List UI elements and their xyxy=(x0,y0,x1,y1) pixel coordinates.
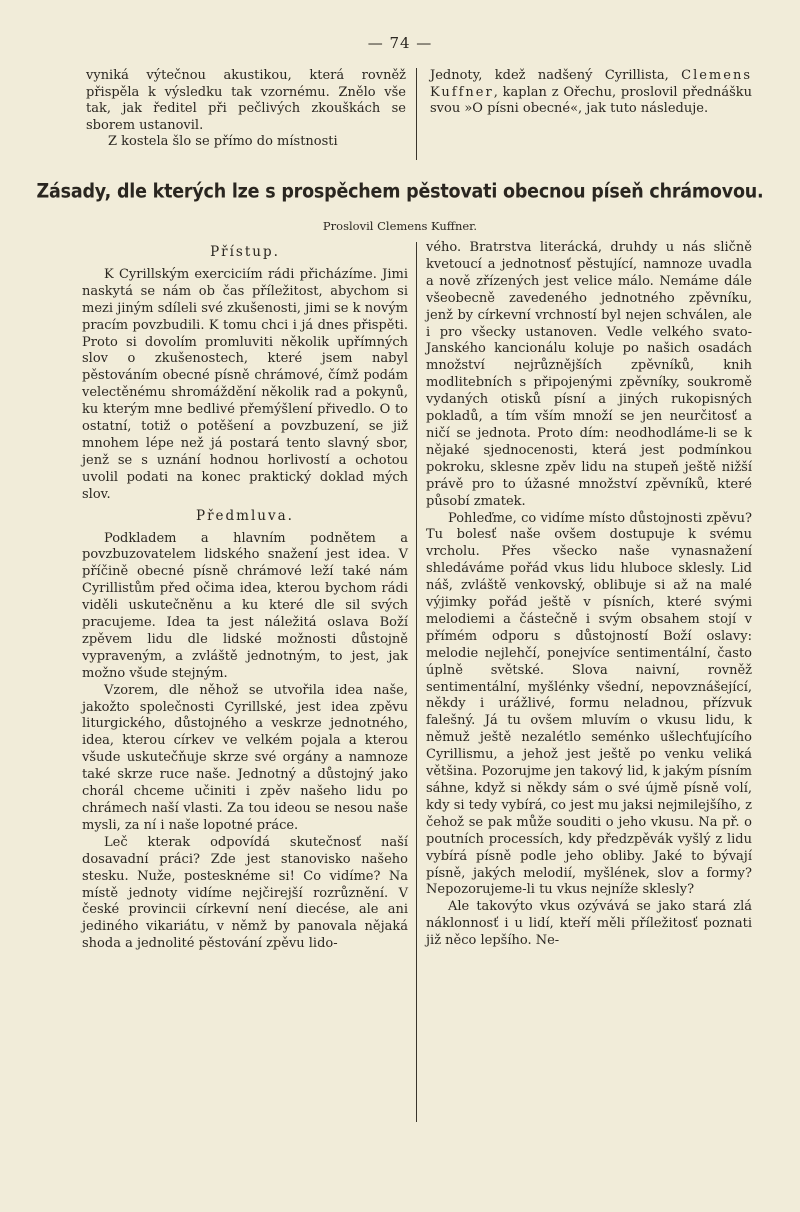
top-left-column xyxy=(86,68,406,151)
column-divider xyxy=(416,242,417,1122)
paragraph: Ale takovýto vkus ozývává se jako stará zlá náklonnosť i u lidí, kteří měli příležitosť poznati již něco lepšího. Ne- xyxy=(426,899,752,949)
text-run: , kaplan z Ořechu, proslovil přednášku svou »O písni obecné«, jak tuto následuje. xyxy=(430,84,752,116)
speaker-name: Clemens Kuffner xyxy=(430,68,752,100)
article-title: Zásady, dle kterých lze s prospěchem pěstovati obecnou píseň chrámovou. xyxy=(36,180,764,204)
top-right-column xyxy=(430,68,752,118)
paragraph: vyniká výtečnou akustikou, která rovněž přispěla k výsledku tak vzornému. Znělo vše tak, jak ředitel při pečlivých zkouškách se sborem ustanovil. xyxy=(86,68,406,133)
page-number: — 74 — xyxy=(367,34,433,52)
section-heading: Přístup. xyxy=(210,244,280,260)
article-right-column xyxy=(426,240,752,950)
paragraph: K Cyrillským exerciciím rádi přicházíme. Jimi naskytá se nám ob čas příležitost, abychom si mezi jiným sdíleli své zkušenosti, jimi se k novým pracím povzbudili. K tomu chci i já dnes přispěti. Proto si dovolím promluviti několik upřímných slov o zkušenostech, které jsem nabyl pěstováním obecné písně chrámové, čímž podám velectěnému shromáždění několik rad a pokynů, ku kterým mne bedlivé přemýšlení přivedlo. O to ostatní, totiž o potěšení a povzbuzení, se již mnohem lépe než já postará tento slavný sbor, jenž se s uznání hodnou horlivostí a ochotou uvolil podati na konec praktický doklad mých slov. xyxy=(82,266,408,502)
paragraph: Podkladem a hlavním podnětem a povzbuzovatelem lidského snažení jest idea. V příčině obecné písně chrámové leží také nám Cyrillistům před očima idea, kterou bychom rádi viděli uskutečněnu a ku které dle sil svých pracujeme. Idea ta jest náležitá oslava Boží zpěvem lidu dle lidské možnosti důstojně vypraveným, a zvláště jednotným, to jest, jak možno všude stejným. xyxy=(82,530,408,681)
section-heading: Předmluva. xyxy=(196,507,294,524)
text-run: Jednoty, kdež nadšený Cyrillista, xyxy=(430,68,682,83)
paragraph xyxy=(430,68,752,118)
paragraph: Pohleďme, co vidíme místo důstojnosti zpěvu? Tu bolesť naše ovšem dostupuje k svému vrcholu. Přes všecko naše vynasnažení shledáváme pořád vkus lidu hluboce sklesly. Lid náš, zvláště venkovský, oblibuje si až na malé výjimky pořád ještě v písních, které svými melodiemi a částečně i svým obsahem stojí v přímém odporu s důstojností Boží oslavy: melodie nejlehčí, ponejvíce sentimentální, často úplně světské. Slova naivní, rovněž sentimentální, myšlénky všední, nepovznášející, někdy i urážlivé, formu neladnou, přízvuk falešný. Já tu ovšem mluvím o vkusu lidu, k němuž ještě nezalétlo seménko ušlechťujícího Cyrillismu, a jehož jest ještě po venku veliká většina. Pozorujme jen takový lid, k jakým písním sáhne, když si někdy sám o své újmě písně volí, kdy si tedy vybírá, co jest mu jaksi nejmilejšího, z čehož se pak může souditi o jeho vkusu. Na př. o poutních processích, kdy předzpěvák vyšlý z lidu vybírá písně podle jeho obliby. Jaké to bývají písně, jakých melodií, myšlének, slov a formy? Nepozorujeme-li tu vkus nejníže sklesly? xyxy=(426,510,752,898)
article-byline: Proslovil Clemens Kuffner. xyxy=(322,219,478,233)
article-left-column xyxy=(82,240,408,953)
paragraph: Vzorem, dle něhož se utvořila idea naše, jakožto společnosti Cyrillské, jest idea zpěvu liturgického, důstojného a veskrze jednotného, idea, kterou církev ve velkém pojala a kterou všude uskutečňuje skrze své orgány a namnoze také skrze ruce naše. Jednotný a důstojný jako chorál chceme učiniti i zpěv našeho lidu po chrámech naší vlasti. Za tou ideou se nesou naše mysli, za ní i naše lopotné práce. xyxy=(82,682,408,833)
paragraph: vého. Bratrstva literácká, druhdy u nás sličně kvetoucí a jednotnosť pěstující, namnoze uvadla a nově zřízených jest velice málo. Nemáme dále všeobecně zavedeného jednotného zpěvníku, jenž by církevní vrchností byl nejen schválen, ale i pro všecky ustanoven. Vedle velkého svato-Janského kancionálu koluje po našich osadách množství nejrůznějších zpěvníků, knih modlitebních s připojenými zpěvníky, soukromě vydaných otisků písní a jiných rukopisných pokladů, a tím vším množí se jen neurčitosť a ničí se jednota. Proto dím: neodhodláme-li se k nějaké sjednocenosti, která jest podmínkou pokroku, sklesne zpěv lidu na stupeň ještě nižší právě pro to úžasné množství zpěvníků, které působí zmatek. xyxy=(426,240,752,509)
column-divider xyxy=(416,68,417,160)
paragraph: Leč kterak odpovídá skutečnosť naší dosavadní práci? Zde jest stanovisko našeho stesku. Nuže, postesknéme si! Co vidíme? Na místě jednoty vidíme nejčirejší rozrůznění. V české provincii církevní není diecése, ale ani jediného vikariátu, v němž by panovala nějaká shoda a jednolité pěstování zpěvu lido- xyxy=(82,834,408,952)
paragraph: Z kostela šlo se přímo do místnosti xyxy=(108,134,338,149)
